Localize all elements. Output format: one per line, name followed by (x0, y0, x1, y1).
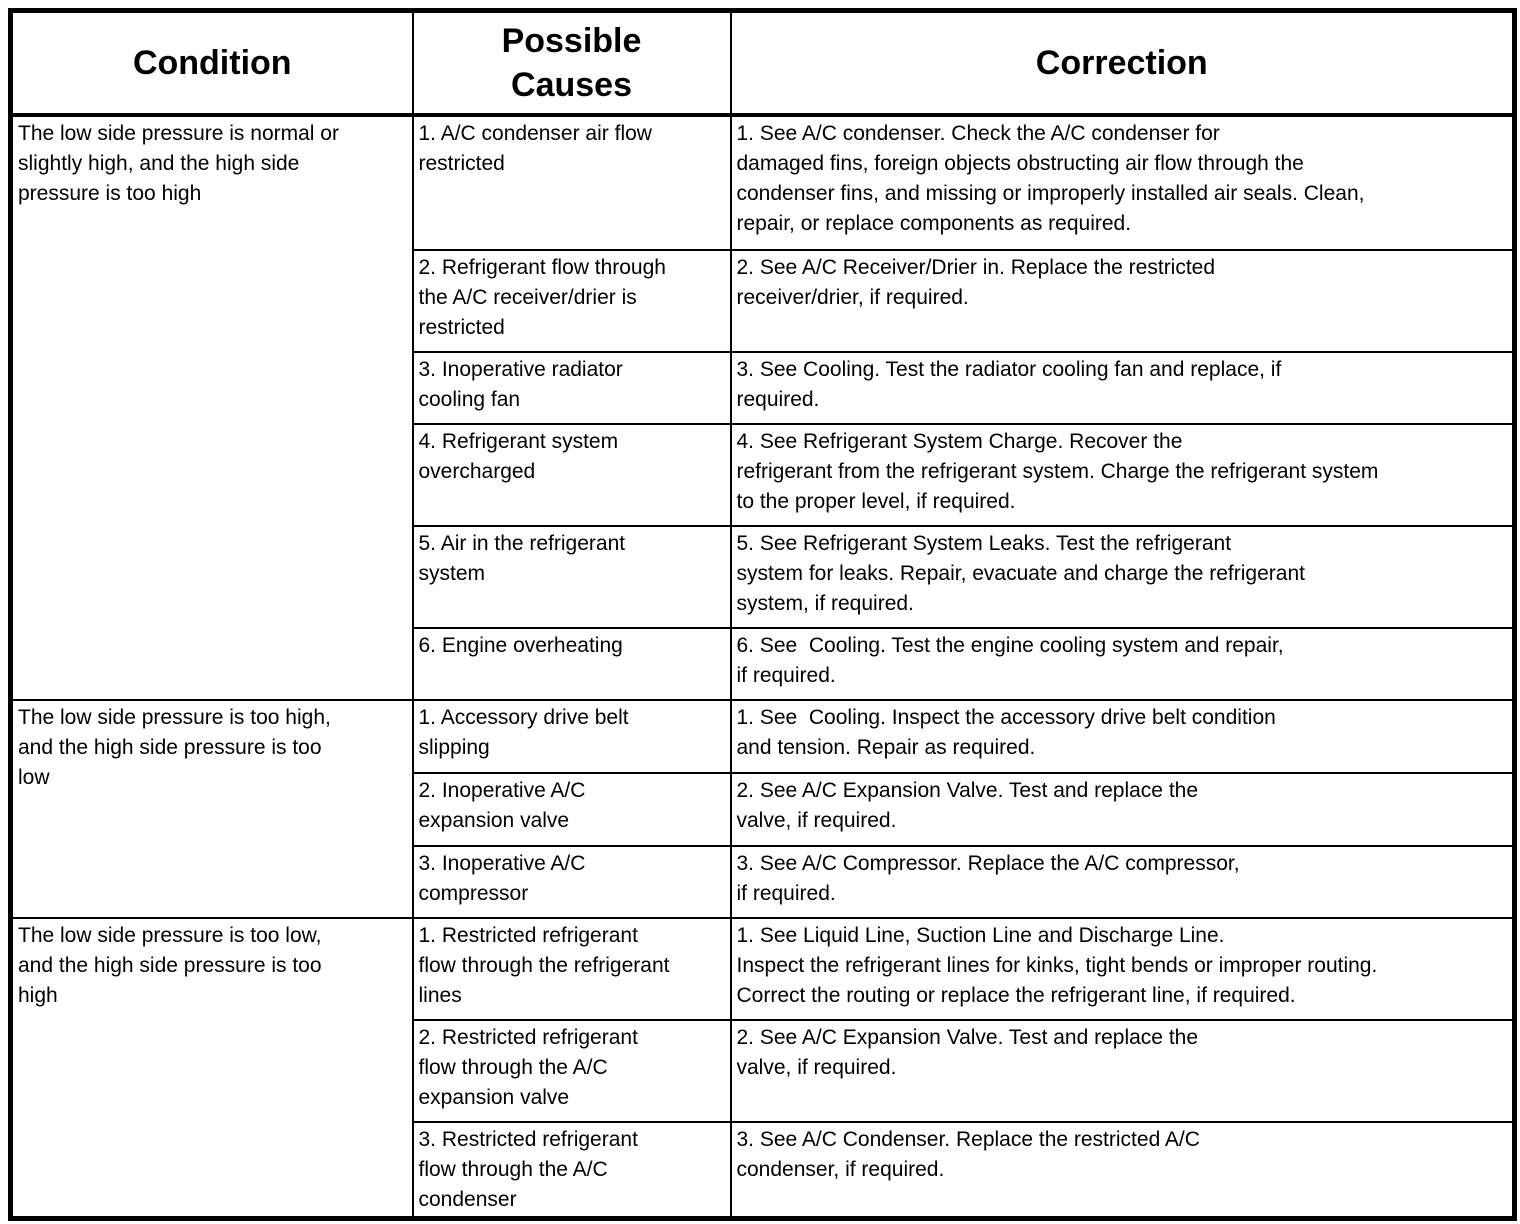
cause-cell: 3. Inoperative A/C compressor (413, 846, 731, 918)
header-possible-causes: Possible Causes (413, 11, 731, 115)
correction-cell: 1. See Cooling. Inspect the accessory drive belt condition and tension. Repair as required. (731, 700, 1515, 773)
correction-cell: 4. See Refrigerant System Charge. Recover the refrigerant from the refrigerant system. Charge the refrigerant system to the proper level, if required. (731, 424, 1515, 526)
correction-cell: 1. See Liquid Line, Suction Line and Discharge Line. Inspect the refrigerant lines for kinks, tight bends or improper routing. Correct the routing or replace the refrigerant line, if required. (731, 918, 1515, 1020)
header-condition: Condition (11, 11, 413, 115)
table-header-row (11, 11, 1515, 115)
correction-cell: 6. See Cooling. Test the engine cooling system and repair, if required. (731, 628, 1515, 700)
correction-cell: 3. See A/C Condenser. Replace the restricted A/C condenser, if required. (731, 1122, 1515, 1219)
diagnostic-table-page (8, 8, 1512, 1216)
correction-cell: 2. See A/C Receiver/Drier in. Replace the restricted receiver/drier, if required. (731, 250, 1515, 352)
cause-cell: 3. Inoperative radiator cooling fan (413, 352, 731, 424)
correction-cell: 1. See A/C condenser. Check the A/C condenser for damaged fins, foreign objects obstructing air flow through the condenser fins, and missing or improperly installed air seals. Clean, repair, or replace components as required. (731, 115, 1515, 250)
correction-cell: 2. See A/C Expansion Valve. Test and replace the valve, if required. (731, 773, 1515, 846)
header-correction: Correction (731, 11, 1515, 115)
cause-cell: 3. Restricted refrigerant flow through the A/C condenser (413, 1122, 731, 1219)
cause-cell: 1. Restricted refrigerant flow through the refrigerant lines (413, 918, 731, 1020)
cause-cell: 2. Refrigerant flow through the A/C receiver/drier is restricted (413, 250, 731, 352)
cause-cell: 1. Accessory drive belt slipping (413, 700, 731, 773)
table-row (11, 115, 1515, 250)
cause-cell: 1. A/C condenser air flow restricted (413, 115, 731, 250)
cause-cell: 6. Engine overheating (413, 628, 731, 700)
table-row (11, 700, 1515, 773)
correction-cell: 2. See A/C Expansion Valve. Test and replace the valve, if required. (731, 1020, 1515, 1122)
ac-diagnosis-table (8, 8, 1517, 1221)
correction-cell: 5. See Refrigerant System Leaks. Test the refrigerant system for leaks. Repair, evacuate and charge the refrigerant system, if required. (731, 526, 1515, 628)
condition-cell: The low side pressure is normal or slightly high, and the high side pressure is too high (11, 115, 413, 700)
correction-cell: 3. See A/C Compressor. Replace the A/C compressor, if required. (731, 846, 1515, 918)
cause-cell: 4. Refrigerant system overcharged (413, 424, 731, 526)
correction-cell: 3. See Cooling. Test the radiator cooling fan and replace, if required. (731, 352, 1515, 424)
table-row (11, 918, 1515, 1020)
cause-cell: 2. Restricted refrigerant flow through the A/C expansion valve (413, 1020, 731, 1122)
condition-cell: The low side pressure is too low, and the high side pressure is too high (11, 918, 413, 1219)
cause-cell: 2. Inoperative A/C expansion valve (413, 773, 731, 846)
cause-cell: 5. Air in the refrigerant system (413, 526, 731, 628)
condition-cell: The low side pressure is too high, and the high side pressure is too low (11, 700, 413, 918)
